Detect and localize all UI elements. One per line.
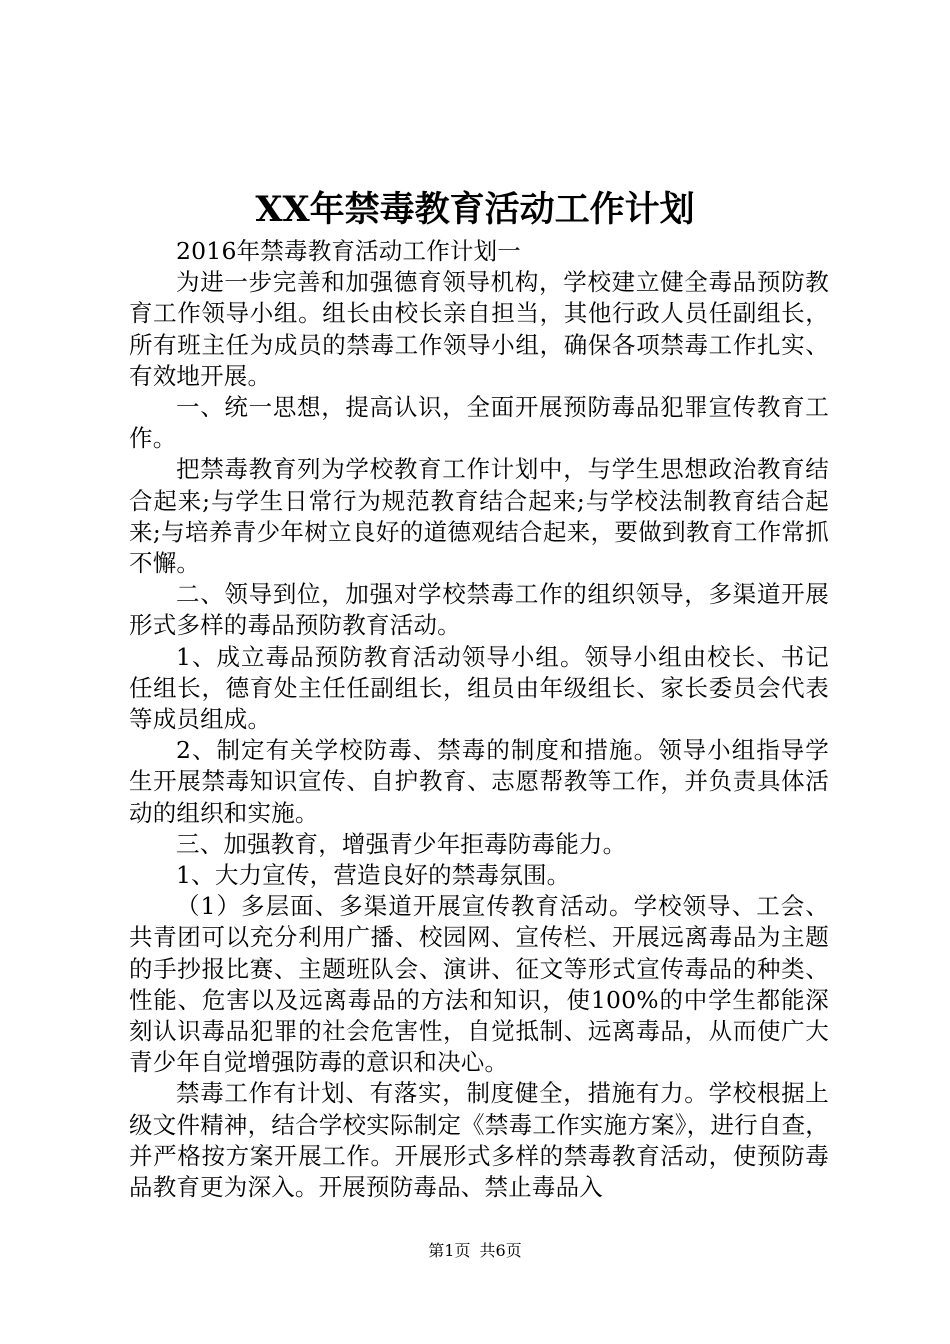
document-body: [129, 236, 829, 1203]
paragraph: 把禁毒教育列为学校教育工作计划中，与学生思想政治教育结合起来;与学生日常行为规范教育结合起来;与学校法制教育结合起来;与培养青少年树立良好的道德观结合起来，要做到教育工作常抓不懈。: [129, 455, 829, 578]
document-title: XX年禁毒教育活动工作计划: [255, 189, 695, 230]
paragraph: 2、制定有关学校防毒、禁毒的制度和措施。领导小组指导学生开展禁毒知识宣传、自护教育、志愿帮教等工作，并负责具体活动的组织和实施。: [129, 736, 829, 827]
paragraph-heading: 二、领导到位，加强对学校禁毒工作的组织领导，多渠道开展形式多样的毒品预防教育活动。: [129, 580, 829, 640]
paragraph: （1）多层面、多渠道开展宣传教育活动。学校领导、工会、共青团可以充分利用广播、校园网、宣传栏、开展远离毒品为主题的手抄报比赛、主题班队会、演讲、征文等形式宣传毒品的种类、性能、危害以及远离毒品的方法和知识，使100%的中学生都能深刻认识毒品犯罪的社会危害性，自觉抵制、远离毒品，从而使广大青少年自觉增强防毒的意识和决心。: [129, 892, 829, 1077]
paragraph: 为进一步完善和加强德育领导机构，学校建立健全毒品预防教育工作领导小组。组长由校长亲自担当，其他行政人员任副组长，所有班主任为成员的禁毒工作领导小组，确保各项禁毒工作扎实、有效地开展。: [129, 268, 829, 390]
paragraph: 1、成立毒品预防教育活动领导小组。领导小组由校长、书记任组长，德育处主任任副组长，组员由年级组长、家长委员会代表等成员组成。: [129, 642, 829, 734]
paragraph-subtitle: 2016年禁毒教育活动工作计划一: [176, 237, 522, 265]
paragraph: 禁毒工作有计划、有落实，制度健全，措施有力。学校根据上级文件精神，结合学校实际制定《禁毒工作实施方案》，进行自查，并严格按方案开展工作。开展形式多样的禁毒教育活动，使预防毒品教育更为深入。开展预防毒品、禁止毒品入: [129, 1079, 829, 1202]
page-footer: [0, 1241, 950, 1261]
paragraph-heading: 三、加强教育，增强青少年拒毒防毒能力。: [176, 829, 627, 858]
paragraph: 1、大力宣传，营造良好的禁毒氛围。: [176, 861, 571, 890]
page-total: 共6页: [479, 1241, 522, 1260]
page-number: 第1页: [428, 1241, 471, 1260]
paragraph-heading: 一、统一思想，提高认识，全面开展预防毒品犯罪宣传教育工作。: [129, 393, 829, 453]
